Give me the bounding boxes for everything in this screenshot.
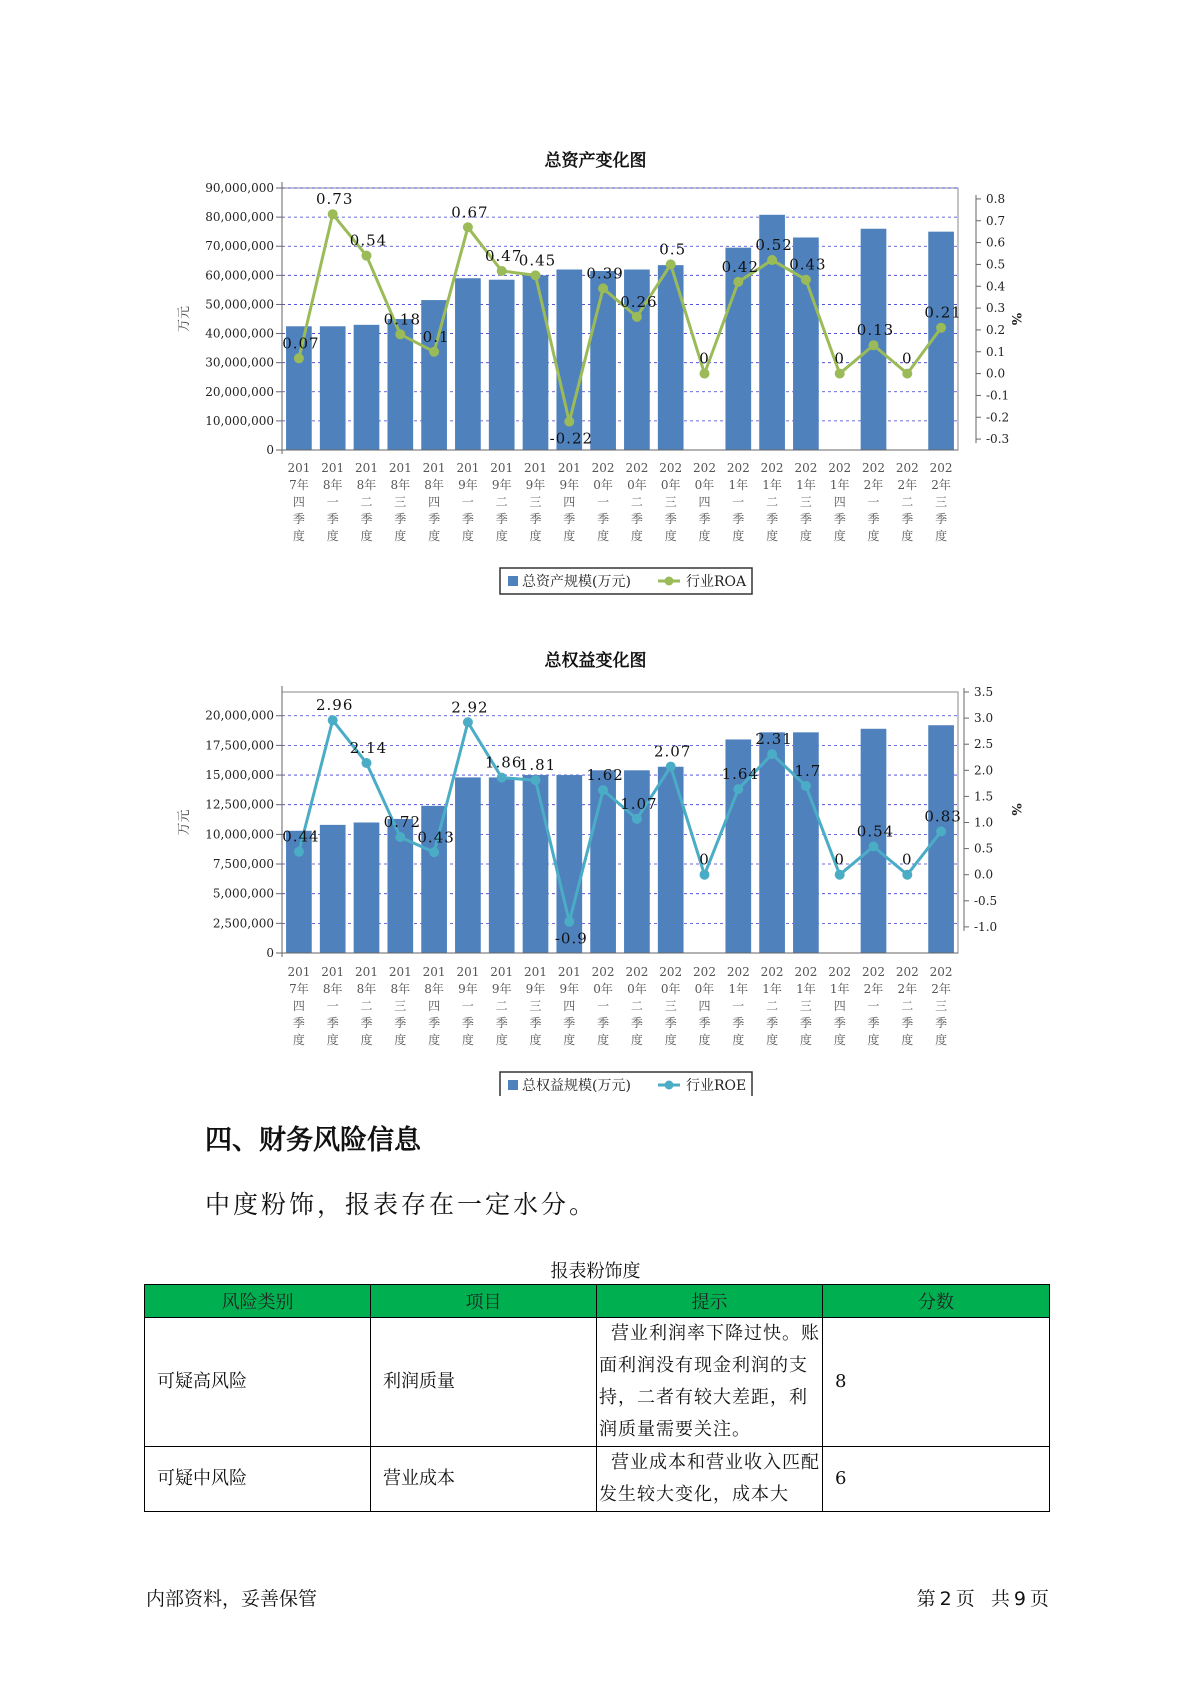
data-label: 0 [902, 850, 913, 869]
line-point [632, 312, 642, 322]
data-label: 0.43 [789, 255, 827, 274]
data-label: 2.14 [349, 738, 388, 757]
total-equity-chart [0, 676, 1191, 1096]
data-label: 0.26 [620, 292, 658, 311]
section-summary: 中度粉饰，报表存在一定水分。 [205, 1190, 598, 1219]
line-point [801, 781, 811, 791]
x-tick-label: 201 9年四季度 [557, 965, 581, 1047]
bar [861, 729, 887, 953]
line-point [294, 353, 304, 363]
x-tick-label: 201 8年四季度 [422, 461, 446, 543]
line-point [700, 870, 710, 880]
y2-tick-label: 3.5 [974, 685, 994, 699]
x-tick-label: 202 2年一季度 [862, 965, 885, 1047]
x-tick-label: 202 1年一季度 [726, 461, 750, 543]
line-point [497, 773, 507, 783]
y-tick-label: 12,500,000 [205, 797, 274, 812]
table-header-row [145, 1285, 1050, 1318]
line-point [598, 283, 608, 293]
data-label: 0.47 [484, 246, 523, 265]
line-point [564, 917, 574, 927]
line-point [869, 340, 879, 350]
x-tick-label: 202 2年二季度 [895, 965, 919, 1047]
data-label: 0.73 [315, 190, 354, 209]
line-point [395, 832, 405, 842]
line-point [666, 259, 676, 269]
page-suffix: 页 [955, 1588, 975, 1610]
data-label: 2.96 [315, 696, 354, 715]
y2-tick-label: 3.0 [974, 711, 994, 726]
line-point [294, 847, 304, 857]
line-point [564, 417, 574, 427]
x-tick-label: 201 9年二季度 [490, 965, 514, 1047]
legend-label-bar: 总资产规模(万元) [522, 574, 631, 590]
cell-hint: 营业利润率下降过快。账面利润没有现金利润的支持，二者有较大差距，利润质量需要关注。 [597, 1318, 823, 1447]
data-label: 2.92 [451, 698, 489, 717]
x-tick-label: 202 2年一季度 [862, 461, 885, 543]
y2-tick-label: 2.0 [974, 763, 994, 778]
data-label: 0.1 [422, 327, 450, 346]
footer-page-number [915, 1584, 1051, 1611]
x-tick-label: 202 1年四季度 [828, 461, 852, 543]
x-tick-label: 201 9年三季度 [524, 965, 547, 1047]
data-label: 1.07 [620, 794, 658, 813]
x-tick-label: 201 9年一季度 [456, 461, 480, 543]
y-tick-label: 60,000,000 [205, 268, 274, 283]
data-label: -0.22 [549, 429, 594, 448]
data-label: 0.43 [417, 828, 455, 847]
cell-item: 营业成本 [371, 1447, 597, 1512]
line-point [767, 749, 777, 759]
y-tick-label: 0 [266, 443, 274, 457]
line-point [362, 251, 372, 261]
header-hint: 提示 [597, 1285, 823, 1318]
x-tick-label: 202 1年二季度 [760, 965, 784, 1047]
y2-tick-label: 0.0 [986, 366, 1006, 381]
data-label: 0.67 [451, 203, 489, 222]
y-tick-label: 2,500,000 [212, 916, 274, 931]
x-tick-label: 202 0年四季度 [693, 965, 716, 1047]
x-tick-label: 202 2年二季度 [895, 461, 919, 543]
line-point [733, 784, 743, 794]
line-point [463, 222, 473, 232]
y-tick-label: 0 [266, 946, 274, 960]
data-label: 0.13 [856, 321, 895, 340]
line-point [902, 369, 912, 379]
legend-label-line: 行业ROA [686, 574, 747, 590]
line-point [767, 255, 777, 265]
x-tick-label: 202 1年一季度 [726, 965, 750, 1047]
x-tick-label: 202 2年三季度 [929, 965, 953, 1047]
data-label: 0.44 [282, 827, 320, 846]
cell-score: 6 [823, 1447, 1050, 1512]
x-tick-label: 201 9年三季度 [524, 461, 547, 543]
y2-tick-label: 2.5 [974, 737, 994, 752]
x-tick-label: 201 9年二季度 [490, 461, 514, 543]
x-tick-label: 202 1年二季度 [760, 461, 784, 543]
data-label: 0 [834, 349, 845, 368]
line-point [328, 209, 338, 219]
x-tick-label: 202 0年三季度 [659, 461, 683, 543]
footer-confidential: 内部资料，妥善保管 [146, 1588, 318, 1610]
y-tick-label: 20,000,000 [205, 708, 274, 723]
x-tick-label: 202 2年三季度 [929, 461, 953, 543]
y2-tick-label: 1.5 [974, 789, 994, 804]
line-point [666, 762, 676, 772]
data-label: 1.86 [484, 753, 523, 772]
data-label: 2.07 [653, 742, 692, 761]
y2-tick-label: 0.0 [974, 867, 994, 882]
legend-swatch-point [665, 577, 674, 586]
x-tick-label: 202 0年四季度 [693, 461, 716, 543]
y-axis-label: 万元 [177, 305, 192, 333]
y2-tick-label: 0.1 [986, 344, 1006, 359]
y2-tick-label: 0.2 [986, 322, 1006, 337]
x-tick-label: 201 9年四季度 [557, 461, 581, 543]
line-point [632, 814, 642, 824]
data-label: 0 [699, 850, 710, 869]
data-label: 1.81 [518, 756, 557, 775]
table-row [145, 1318, 1050, 1447]
x-tick-label: 202 0年二季度 [625, 461, 649, 543]
section-heading: 四、财务风险信息 [205, 1125, 421, 1156]
y-tick-label: 30,000,000 [205, 355, 274, 370]
header-risk-category: 风险类别 [145, 1285, 371, 1318]
data-label: 1.64 [721, 765, 760, 784]
bar [523, 275, 549, 450]
data-label: 0.45 [518, 251, 557, 270]
x-tick-label: 201 8年三季度 [388, 461, 412, 543]
data-label: 0.18 [383, 310, 422, 329]
data-label: 0.54 [856, 822, 895, 841]
y2-tick-label: 0.7 [986, 213, 1006, 228]
x-tick-label: 201 7年四季度 [287, 461, 311, 543]
risk-table [144, 1284, 1050, 1512]
y-tick-label: 40,000,000 [205, 326, 274, 341]
line-point [362, 758, 372, 768]
line-point [429, 847, 439, 857]
data-label: 0 [902, 349, 913, 368]
y2-tick-label: 0.8 [986, 191, 1006, 206]
y-tick-label: 80,000,000 [205, 210, 274, 225]
line-point [497, 266, 507, 276]
x-tick-label: 201 7年四季度 [287, 965, 311, 1047]
data-label: 0.42 [721, 257, 760, 276]
y2-tick-label: -0.1 [986, 388, 1010, 403]
y-tick-label: 90,000,000 [205, 181, 274, 195]
x-tick-label: 201 8年一季度 [321, 461, 345, 543]
line-point [869, 842, 879, 852]
x-tick-label: 202 1年四季度 [828, 965, 852, 1047]
y-tick-label: 20,000,000 [205, 384, 274, 399]
data-label: 1.62 [586, 766, 624, 785]
table-caption: 报表粉饰度 [550, 1261, 641, 1282]
line-point [936, 323, 946, 333]
line-point [902, 870, 912, 880]
line-point [936, 826, 946, 836]
x-tick-label: 202 0年二季度 [625, 965, 649, 1047]
data-label: 0.39 [586, 264, 624, 283]
x-tick-label: 202 0年一季度 [591, 965, 615, 1047]
bar [489, 280, 515, 450]
x-tick-label: 201 8年三季度 [388, 965, 412, 1047]
x-tick-label: 202 1年三季度 [794, 461, 818, 543]
bar [861, 229, 887, 450]
line-point [429, 347, 439, 357]
header-score: 分数 [823, 1285, 1050, 1318]
y-tick-label: 10,000,000 [205, 827, 274, 842]
total-assets-chart [0, 180, 1191, 620]
y-tick-label: 17,500,000 [205, 738, 274, 753]
y2-tick-label: 0.3 [986, 301, 1006, 316]
line-point [531, 775, 541, 785]
y2-tick-label: 0.4 [986, 279, 1006, 294]
total-prefix: 共 [990, 1588, 1010, 1610]
line-point [463, 717, 473, 727]
x-tick-label: 202 1年三季度 [794, 965, 818, 1047]
chart-title-total-equity: 总权益变化图 [544, 651, 647, 671]
bar [489, 777, 515, 953]
data-label: 0.21 [924, 303, 962, 322]
y2-axis-label: % [1008, 312, 1023, 326]
bar [320, 825, 346, 953]
page-prefix: 第 [916, 1588, 936, 1610]
cell-score: 8 [823, 1318, 1050, 1447]
bar [320, 326, 346, 450]
y-tick-label: 7,500,000 [212, 857, 274, 872]
x-tick-label: 201 8年二季度 [355, 965, 378, 1047]
y-axis-label: 万元 [177, 809, 192, 836]
data-label: 0.52 [755, 236, 793, 255]
legend-swatch-bar [508, 576, 518, 586]
table-row [145, 1447, 1050, 1512]
y-tick-label: 70,000,000 [205, 239, 274, 254]
line-point [700, 369, 710, 379]
bar [523, 775, 549, 953]
data-label: 0.72 [383, 813, 422, 832]
line-point [598, 785, 608, 795]
y-tick-label: 50,000,000 [205, 297, 274, 312]
legend-label-bar: 总权益规模(万元) [522, 1078, 631, 1094]
y2-tick-label: -0.2 [986, 410, 1010, 425]
x-tick-label: 202 0年三季度 [659, 965, 683, 1047]
data-label: 2.31 [755, 730, 793, 749]
cell-item: 利润质量 [371, 1318, 597, 1447]
x-tick-label: 202 0年一季度 [591, 461, 615, 543]
line-point [733, 277, 743, 287]
y2-tick-label: -0.3 [986, 432, 1010, 447]
header-item: 项目 [371, 1285, 597, 1318]
data-label: 0.5 [659, 240, 687, 259]
total-suffix: 页 [1029, 1588, 1049, 1610]
x-tick-label: 201 8年二季度 [355, 461, 378, 543]
bar [928, 725, 954, 953]
bar [354, 325, 380, 450]
cell-risk-category: 可疑中风险 [145, 1447, 371, 1512]
x-tick-label: 201 8年一季度 [321, 965, 345, 1047]
legend-swatch-bar [508, 1080, 518, 1090]
line-point [835, 870, 845, 880]
y-tick-label: 15,000,000 [205, 768, 274, 783]
cell-hint-text: 营业成本和营业收入匹配发生较大变化，成本大 [599, 1452, 820, 1505]
line-point [395, 329, 405, 339]
y2-tick-label: 0.5 [974, 841, 994, 856]
line-point [835, 369, 845, 379]
line-point [801, 275, 811, 285]
data-label: -0.9 [554, 929, 588, 948]
line-point [328, 715, 338, 725]
bar [354, 823, 380, 954]
data-label: 1.7 [794, 761, 822, 780]
y2-tick-label: 0.5 [986, 257, 1006, 272]
data-label: 0.54 [349, 231, 388, 250]
y2-axis-label: % [1008, 803, 1023, 816]
line-point [531, 270, 541, 280]
y2-tick-label: 1.0 [974, 815, 994, 830]
y-tick-label: 10,000,000 [205, 413, 274, 428]
y2-tick-label: 0.6 [986, 235, 1006, 250]
chart-title-total-assets: 总资产变化图 [544, 151, 647, 171]
data-label: 0.83 [924, 807, 962, 826]
data-label: 0 [699, 349, 710, 368]
bar [455, 278, 481, 450]
y2-tick-label: -1.0 [974, 919, 998, 934]
page-total: 9 [1013, 1588, 1026, 1610]
cell-hint [597, 1447, 823, 1512]
cell-risk-category: 可疑高风险 [145, 1318, 371, 1447]
y2-tick-label: -0.5 [974, 893, 998, 908]
data-label: 0 [834, 850, 845, 869]
x-tick-label: 201 9年一季度 [456, 965, 480, 1047]
x-tick-label: 201 8年四季度 [422, 965, 446, 1047]
data-label: 0.07 [282, 334, 320, 353]
legend-label-line: 行业ROE [686, 1078, 747, 1094]
bar [455, 777, 481, 953]
page-current: 2 [939, 1588, 952, 1610]
y-tick-label: 5,000,000 [212, 886, 274, 901]
legend-swatch-point [665, 1081, 674, 1090]
